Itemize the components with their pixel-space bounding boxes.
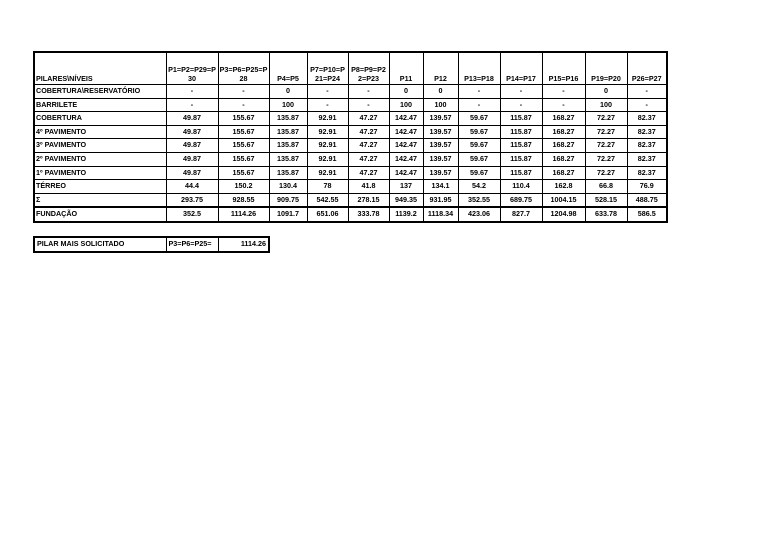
column-header-cell[interactable]: P14=P17 (500, 52, 542, 85)
value-cell[interactable]: 72.27 (585, 152, 627, 166)
summary-area (33, 236, 270, 253)
value-cell[interactable]: 115.87 (500, 139, 542, 153)
value-cell[interactable]: - (627, 85, 667, 99)
value-cell[interactable]: 139.57 (423, 139, 458, 153)
value-cell[interactable]: 82.37 (627, 152, 667, 166)
value-cell[interactable]: 59.67 (458, 152, 500, 166)
value-cell[interactable]: 168.27 (542, 112, 585, 126)
value-cell[interactable]: 633.78 (585, 207, 627, 222)
value-cell[interactable]: 142.47 (389, 112, 423, 126)
column-header-cell[interactable]: P4=P5 (269, 52, 307, 85)
value-cell[interactable]: - (458, 98, 500, 112)
value-cell[interactable]: 100 (585, 98, 627, 112)
value-cell[interactable]: 72.27 (585, 139, 627, 153)
value-cell[interactable]: - (307, 85, 348, 99)
value-cell[interactable]: 134.1 (423, 180, 458, 194)
value-cell[interactable]: 0 (269, 85, 307, 99)
value-cell[interactable]: 47.27 (348, 125, 389, 139)
column-header-cell[interactable]: P11 (389, 52, 423, 85)
column-header-cell[interactable]: P26=P27 (627, 52, 667, 85)
value-cell[interactable]: 909.75 (269, 193, 307, 207)
value-cell[interactable]: 72.27 (585, 166, 627, 180)
value-cell[interactable]: 168.27 (542, 139, 585, 153)
value-cell[interactable]: 82.37 (627, 125, 667, 139)
row-label-cell[interactable]: 1º PAVIMENTO (34, 166, 166, 180)
value-cell[interactable]: 423.06 (458, 207, 500, 222)
summary-pillar[interactable]: P3=P6=P25= (166, 237, 218, 252)
value-cell[interactable]: 49.87 (166, 166, 218, 180)
value-cell[interactable]: 82.37 (627, 139, 667, 153)
value-cell[interactable]: 130.4 (269, 180, 307, 194)
value-cell[interactable]: 1118.34 (423, 207, 458, 222)
value-cell[interactable]: - (166, 98, 218, 112)
value-cell[interactable]: 827.7 (500, 207, 542, 222)
value-cell[interactable]: 135.87 (269, 139, 307, 153)
value-cell[interactable]: 931.95 (423, 193, 458, 207)
value-cell[interactable]: 135.87 (269, 152, 307, 166)
value-cell[interactable]: - (542, 98, 585, 112)
value-cell[interactable]: 278.15 (348, 193, 389, 207)
value-cell[interactable]: 78 (307, 180, 348, 194)
row-label-cell[interactable]: COBERTURA\RESERVATÓRIO (34, 85, 166, 99)
value-cell[interactable]: 1204.98 (542, 207, 585, 222)
value-cell[interactable]: 135.87 (269, 125, 307, 139)
value-cell[interactable]: - (348, 85, 389, 99)
value-cell[interactable]: 100 (423, 98, 458, 112)
value-cell[interactable]: 82.37 (627, 112, 667, 126)
column-header-cell[interactable]: P15=P16 (542, 52, 585, 85)
value-cell[interactable]: 139.57 (423, 166, 458, 180)
value-cell[interactable]: 142.47 (389, 166, 423, 180)
value-cell[interactable]: 293.75 (166, 193, 218, 207)
spreadsheet-area (33, 51, 668, 223)
value-cell[interactable]: - (218, 98, 269, 112)
value-cell[interactable]: 168.27 (542, 166, 585, 180)
column-header-cell[interactable]: P12 (423, 52, 458, 85)
value-cell[interactable]: 135.87 (269, 166, 307, 180)
value-cell[interactable]: 333.78 (348, 207, 389, 222)
value-cell[interactable]: 115.87 (500, 125, 542, 139)
value-cell[interactable]: 1004.15 (542, 193, 585, 207)
value-cell[interactable]: 162.8 (542, 180, 585, 194)
table-row (34, 125, 667, 139)
value-cell[interactable]: 542.55 (307, 193, 348, 207)
value-cell[interactable]: - (500, 85, 542, 99)
value-cell[interactable]: - (307, 98, 348, 112)
value-cell[interactable]: 139.57 (423, 152, 458, 166)
summary-label[interactable]: PILAR MAIS SOLICITADO (34, 237, 166, 252)
value-cell[interactable]: 47.27 (348, 152, 389, 166)
value-cell[interactable]: 47.27 (348, 166, 389, 180)
value-cell[interactable]: 528.15 (585, 193, 627, 207)
column-header-cell[interactable]: P7=P10=P21=P24 (307, 52, 348, 85)
load-table (33, 51, 668, 223)
value-cell[interactable]: 49.87 (166, 125, 218, 139)
value-cell[interactable]: 137 (389, 180, 423, 194)
value-cell[interactable]: 135.87 (269, 112, 307, 126)
value-cell[interactable]: 92.91 (307, 166, 348, 180)
value-cell[interactable]: 72.27 (585, 125, 627, 139)
table-row (34, 193, 667, 207)
column-header-cell[interactable]: P19=P20 (585, 52, 627, 85)
corner-header-cell[interactable]: PILARES\NÍVEIS (34, 52, 166, 85)
value-cell[interactable]: 47.27 (348, 112, 389, 126)
value-cell[interactable]: 49.87 (166, 152, 218, 166)
value-cell[interactable]: - (166, 85, 218, 99)
value-cell[interactable]: 59.67 (458, 139, 500, 153)
table-row (34, 112, 667, 126)
value-cell[interactable]: 72.27 (585, 112, 627, 126)
header-row (34, 52, 667, 85)
value-cell[interactable]: 1091.7 (269, 207, 307, 222)
value-cell[interactable]: 155.67 (218, 139, 269, 153)
table-row (34, 207, 667, 222)
value-cell[interactable]: 92.91 (307, 112, 348, 126)
value-cell[interactable]: - (500, 98, 542, 112)
value-cell[interactable]: 110.4 (500, 180, 542, 194)
value-cell[interactable]: 352.5 (166, 207, 218, 222)
column-header-cell[interactable]: P1=P2=P29=P30 (166, 52, 218, 85)
value-cell[interactable]: 155.67 (218, 166, 269, 180)
value-cell[interactable]: 82.37 (627, 166, 667, 180)
value-cell[interactable]: 142.47 (389, 152, 423, 166)
value-cell[interactable]: 76.9 (627, 180, 667, 194)
value-cell[interactable]: 155.67 (218, 112, 269, 126)
column-header-cell[interactable]: P8=P9=P22=P23 (348, 52, 389, 85)
value-cell[interactable]: 49.87 (166, 112, 218, 126)
value-cell[interactable]: 651.06 (307, 207, 348, 222)
value-cell[interactable]: 168.27 (542, 125, 585, 139)
table-row (34, 152, 667, 166)
value-cell[interactable]: 59.67 (458, 112, 500, 126)
summary-value[interactable]: 1114.26 (218, 237, 269, 252)
value-cell[interactable]: 100 (269, 98, 307, 112)
value-cell[interactable]: 689.75 (500, 193, 542, 207)
row-label-cell[interactable]: 2º PAVIMENTO (34, 152, 166, 166)
value-cell[interactable]: 142.47 (389, 125, 423, 139)
value-cell[interactable]: 0 (423, 85, 458, 99)
value-cell[interactable]: 0 (585, 85, 627, 99)
value-cell[interactable]: 352.55 (458, 193, 500, 207)
value-cell[interactable]: 115.87 (500, 152, 542, 166)
value-cell[interactable]: 54.2 (458, 180, 500, 194)
value-cell[interactable]: 488.75 (627, 193, 667, 207)
value-cell[interactable]: 155.67 (218, 152, 269, 166)
value-cell[interactable]: 59.67 (458, 125, 500, 139)
value-cell[interactable]: 928.55 (218, 193, 269, 207)
value-cell[interactable]: 168.27 (542, 152, 585, 166)
summary-table (33, 236, 270, 253)
value-cell[interactable]: 92.91 (307, 139, 348, 153)
value-cell[interactable]: 44.4 (166, 180, 218, 194)
value-cell[interactable]: 115.87 (500, 166, 542, 180)
value-cell[interactable]: - (348, 98, 389, 112)
value-cell[interactable]: 49.87 (166, 139, 218, 153)
value-cell[interactable]: 47.27 (348, 139, 389, 153)
column-header-cell[interactable]: P3=P6=P25=P28 (218, 52, 269, 85)
row-label-cell[interactable]: COBERTURA (34, 112, 166, 126)
table-row (34, 180, 667, 194)
row-label-cell[interactable]: 3º PAVIMENTO (34, 139, 166, 153)
value-cell[interactable]: 66.8 (585, 180, 627, 194)
value-cell[interactable]: 0 (389, 85, 423, 99)
column-header-cell[interactable]: P13=P18 (458, 52, 500, 85)
row-label-cell[interactable]: FUNDAÇÃO (34, 207, 166, 222)
value-cell[interactable]: 155.67 (218, 125, 269, 139)
value-cell[interactable]: 139.57 (423, 125, 458, 139)
value-cell[interactable]: - (458, 85, 500, 99)
table-row (34, 139, 667, 153)
value-cell[interactable]: 59.67 (458, 166, 500, 180)
row-label-cell[interactable]: Σ (34, 193, 166, 207)
value-cell[interactable]: 92.91 (307, 125, 348, 139)
value-cell[interactable]: 142.47 (389, 139, 423, 153)
value-cell[interactable]: 92.91 (307, 152, 348, 166)
table-row (34, 98, 667, 112)
table-row (34, 166, 667, 180)
value-cell[interactable]: 100 (389, 98, 423, 112)
value-cell[interactable]: 1139.2 (389, 207, 423, 222)
value-cell[interactable]: 115.87 (500, 112, 542, 126)
value-cell[interactable]: - (542, 85, 585, 99)
row-label-cell[interactable]: BARRILETE (34, 98, 166, 112)
value-cell[interactable]: - (627, 98, 667, 112)
value-cell[interactable]: - (218, 85, 269, 99)
table-row (34, 85, 667, 99)
summary-row (34, 237, 269, 252)
row-label-cell[interactable]: TÉRREO (34, 180, 166, 194)
value-cell[interactable]: 139.57 (423, 112, 458, 126)
value-cell[interactable]: 586.5 (627, 207, 667, 222)
value-cell[interactable]: 150.2 (218, 180, 269, 194)
row-label-cell[interactable]: 4º PAVIMENTO (34, 125, 166, 139)
value-cell[interactable]: 949.35 (389, 193, 423, 207)
value-cell[interactable]: 41.8 (348, 180, 389, 194)
value-cell[interactable]: 1114.26 (218, 207, 269, 222)
